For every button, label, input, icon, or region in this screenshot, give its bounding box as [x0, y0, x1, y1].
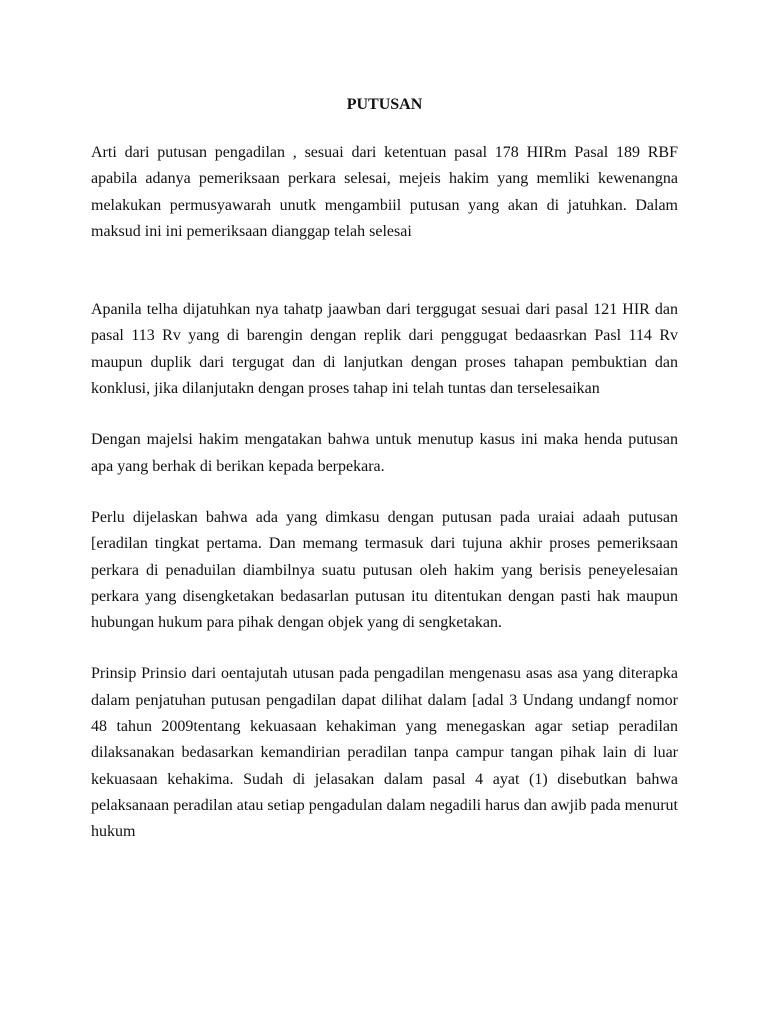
paragraph-5: Prinsip Prinsio dari oentajutah utusan pada pengadilan mengenasu asas asa yang diterapka dalam penjatuhan putusan pengadilan dapat dilihat dalam [adal 3 Undang undangf nomor 48 tahun 2009tentang kekuasaan kehakiman yang menegaskan agar setiap peradilan dilaksanakan bedasarkan kemandirian peradilan tanpa campur tangan pihak lain di luar kekuasaan kehakima. Sudah di jelasakan dalam pasal 4 ayat (1) disebutkan bahwa pelaksanaan peradilan atau setiap pengadulan dalam negadili harus dan awjib pada menurut hukum	[91, 665, 678, 841]
paragraph-2: Apanila telha dijatuhkan nya tahatp jaawban dari terggugat sesuai dari pasal 121 HIR dan pasal 113 Rv yang di barengin dengan replik dari penggugat bedaasrkan Pasl 114 Rv maupun duplik dari tergugat dan di lanjutkan dengan proses tahapan pembuktian dan konklusi, jika dilanjutakn dengan proses tahap ini telah tuntas dan terselesaikan	[91, 301, 678, 398]
paragraph-4: Perlu dijelaskan bahwa ada yang dimkasu dengan putusan pada uraiai adaah putusan [eradilan tingkat pertama. Dan memang termasuk dari tujuna akhir proses pemeriksaan perkara di penaduilan diambilnya suatu putusan oleh hakim yang berisis peneyelesaian perkara yang disengketakan bedasarlan putusan itu ditentukan dengan pasti hak maupun hubungan hukum para pihak dengan objek yang di sengketakan.	[91, 508, 678, 632]
document-body	[91, 95, 678, 846]
paragraph-3: Dengan majelsi hakim mengatakan bahwa untuk menutup kasus ini maka henda putusan apa yang berhak di berikan kepada berpekara.	[91, 431, 678, 475]
document-title: PUTUSAN	[346, 96, 423, 113]
paragraph-1: Arti dari putusan pengadilan , sesuai dari ketentuan pasal 178 HIRm Pasal 189 RBF apabila adanya pemeriksaan perkara selesai, mejeis hakim yang memliki kewenangna melakukan permusyawarah unutk mengambiil putusan yang akan di jatuhkan. Dalam maksud ini ini pemeriksaan dianggap telah selesai	[91, 144, 678, 240]
